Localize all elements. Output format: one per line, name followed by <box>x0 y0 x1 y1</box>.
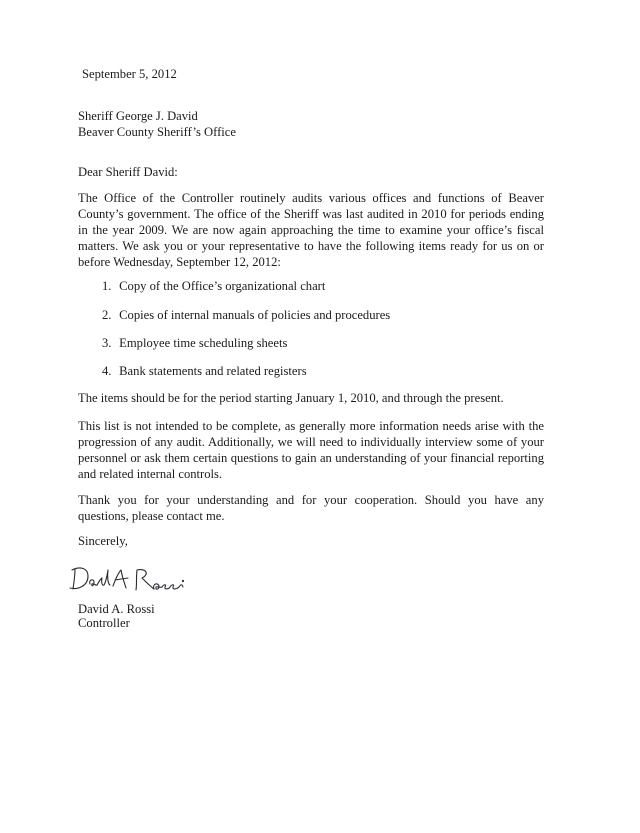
signer-title: Controller <box>78 616 130 630</box>
list-item <box>102 278 325 294</box>
list-item-text: Bank statements and related registers <box>119 364 307 378</box>
list-item-number: 1. <box>102 279 112 293</box>
list-item-text: Copies of internal manuals of policies and procedures <box>119 308 391 322</box>
intro-paragraph: The Office of the Controller routinely audits various offices and functions of Beaver County’s government. The office of the Sheriff was last audited in 2010 for periods ending in the year 2009. We are now again approaching the time to examine your office’s fiscal matters. We ask you or your representative to have the following items ready for us on or before Wednesday, September 12, 2012: <box>78 191 544 269</box>
list-item-number: 4. <box>102 364 112 378</box>
thanks-paragraph: Thank you for your understanding and for your cooperation. Should you have any questions, please contact me. <box>78 493 544 523</box>
list-item-number: 2. <box>102 308 112 322</box>
letter-date: September 5, 2012 <box>82 67 177 81</box>
list-item <box>102 363 307 379</box>
period-paragraph: The items should be for the period starting January 1, 2010, and through the present. <box>78 391 504 405</box>
closing: Sincerely, <box>78 534 128 548</box>
recipient-name: Sheriff George J. David <box>78 109 198 123</box>
disclaimer-paragraph: This list is not intended to be complete, as generally more information needs arise with the progression of any audit. Additionally, we will need to individually interview some of your personnel or ask them certain questions to gain an understanding of your financial reporting and related internal controls. <box>78 419 544 481</box>
list-item <box>102 307 390 323</box>
list-item-text: Copy of the Office’s organizational chart <box>119 279 326 293</box>
signer-name: David A. Rossi <box>78 602 155 616</box>
list-item <box>102 335 287 351</box>
handwritten-signature <box>66 562 196 598</box>
list-item-text: Employee time scheduling sheets <box>119 336 288 350</box>
list-item-number: 3. <box>102 336 112 350</box>
salutation: Dear Sheriff David: <box>78 165 178 179</box>
recipient-office: Beaver County Sheriff’s Office <box>78 125 236 139</box>
